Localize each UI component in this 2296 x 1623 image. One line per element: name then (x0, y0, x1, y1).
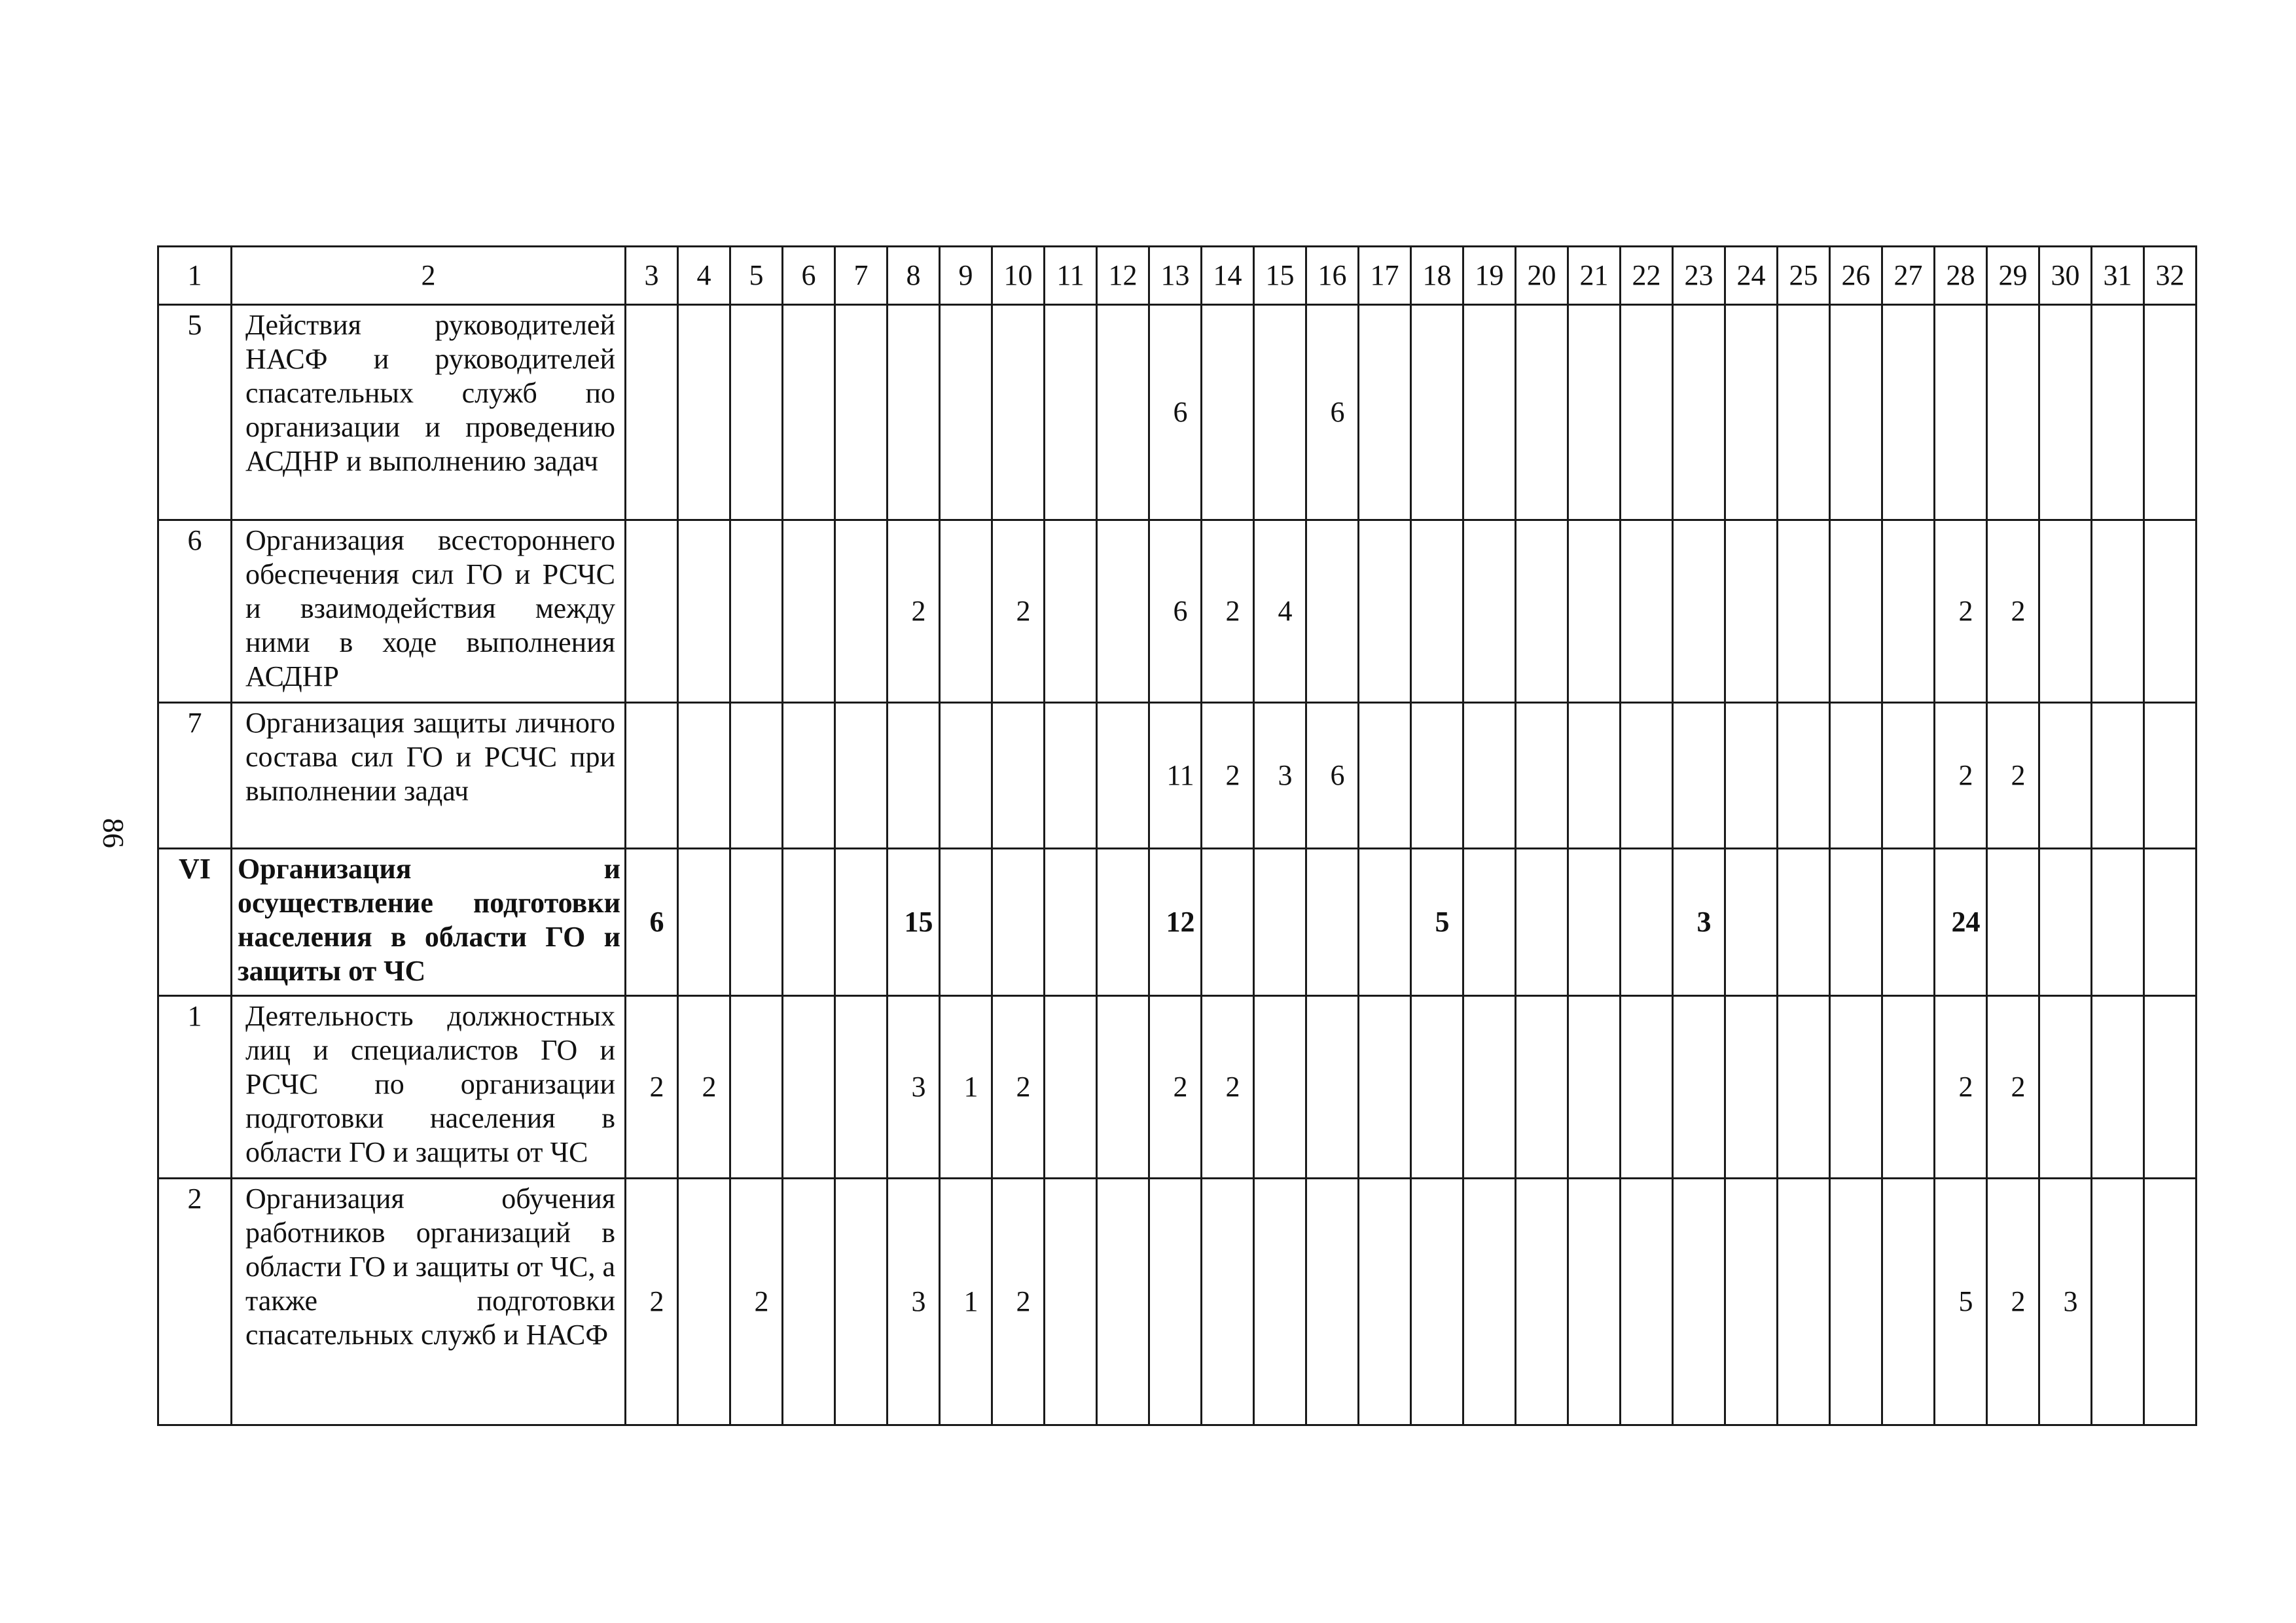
value-cell-col-7 (835, 305, 888, 520)
value-cell-col-21 (1568, 703, 1621, 849)
value-cell-col-25 (1778, 849, 1830, 996)
row-number-cell: 6 (158, 520, 232, 703)
value-cell-col-13: 6 (1149, 520, 1202, 703)
value-cell-col-4 (678, 849, 730, 996)
value-cell-col-31 (2092, 1179, 2144, 1425)
value-cell-col-26 (1830, 703, 1882, 849)
value-cell-col-5: 2 (730, 1179, 783, 1425)
value-cell-col-24 (1725, 703, 1778, 849)
value-cell-col-16 (1306, 849, 1359, 996)
value-cell-col-27 (1882, 305, 1935, 520)
value-cell-col-8: 3 (888, 1179, 940, 1425)
value-cell-col-19 (1463, 996, 1516, 1179)
value-cell-col-7 (835, 1179, 888, 1425)
value-cell-col-4 (678, 520, 730, 703)
value-cell-col-5 (730, 703, 783, 849)
value-cell-col-31 (2092, 703, 2144, 849)
value-cell-col-11 (1045, 520, 1097, 703)
value-cell-col-27 (1882, 703, 1935, 849)
value-cell-col-23 (1673, 1179, 1725, 1425)
value-cell-col-11 (1045, 305, 1097, 520)
value-cell-col-26 (1830, 849, 1882, 996)
header-cell-10: 10 (992, 247, 1045, 305)
value-cell-col-13 (1149, 1179, 1202, 1425)
value-cell-col-20 (1516, 703, 1568, 849)
header-cell-25: 25 (1778, 247, 1830, 305)
value-cell-col-32 (2144, 1179, 2197, 1425)
table-row (158, 305, 2197, 520)
value-cell-col-24 (1725, 996, 1778, 1179)
value-cell-col-10: 2 (992, 996, 1045, 1179)
value-cell-col-22 (1621, 703, 1673, 849)
value-cell-col-24 (1725, 1179, 1778, 1425)
header-cell-8: 8 (888, 247, 940, 305)
value-cell-col-9: 1 (940, 996, 992, 1179)
value-cell-col-24 (1725, 305, 1778, 520)
value-cell-col-19 (1463, 305, 1516, 520)
value-cell-col-20 (1516, 305, 1568, 520)
value-cell-col-17 (1359, 703, 1411, 849)
value-cell-col-11 (1045, 849, 1097, 996)
value-cell-col-9 (940, 703, 992, 849)
value-cell-col-14: 2 (1202, 520, 1254, 703)
value-cell-col-32 (2144, 996, 2197, 1179)
value-cell-col-15: 3 (1254, 703, 1306, 849)
value-cell-col-30 (2039, 849, 2092, 996)
row-title-cell: Организация защиты личного состава сил ГО и РСЧС при выполнении задач (232, 703, 626, 849)
value-cell-col-10: 2 (992, 1179, 1045, 1425)
value-cell-col-15 (1254, 996, 1306, 1179)
value-cell-col-20 (1516, 849, 1568, 996)
value-cell-col-31 (2092, 849, 2144, 996)
value-cell-col-16: 6 (1306, 305, 1359, 520)
value-cell-col-20 (1516, 520, 1568, 703)
value-cell-col-26 (1830, 305, 1882, 520)
row-number-cell: VI (158, 849, 232, 996)
header-cell-31: 31 (2092, 247, 2144, 305)
header-cell-6: 6 (783, 247, 835, 305)
value-cell-col-6 (783, 703, 835, 849)
value-cell-col-25 (1778, 520, 1830, 703)
value-cell-col-28: 5 (1935, 1179, 1987, 1425)
value-cell-col-25 (1778, 703, 1830, 849)
value-cell-col-14: 2 (1202, 703, 1254, 849)
value-cell-col-20 (1516, 1179, 1568, 1425)
header-cell-26: 26 (1830, 247, 1882, 305)
value-cell-col-18 (1411, 520, 1463, 703)
value-cell-col-24 (1725, 849, 1778, 996)
header-cell-22: 22 (1621, 247, 1673, 305)
value-cell-col-23 (1673, 520, 1725, 703)
value-cell-col-29: 2 (1987, 996, 2039, 1179)
value-cell-col-18 (1411, 1179, 1463, 1425)
value-cell-col-22 (1621, 996, 1673, 1179)
value-cell-col-19 (1463, 1179, 1516, 1425)
value-cell-col-9 (940, 520, 992, 703)
value-cell-col-25 (1778, 305, 1830, 520)
value-cell-col-12 (1097, 849, 1149, 996)
value-cell-col-28: 24 (1935, 849, 1987, 996)
value-cell-col-29: 2 (1987, 520, 2039, 703)
header-cell-number: 1 (158, 247, 232, 305)
value-cell-col-11 (1045, 996, 1097, 1179)
value-cell-col-3 (626, 305, 678, 520)
value-cell-col-12 (1097, 520, 1149, 703)
value-cell-col-32 (2144, 305, 2197, 520)
value-cell-col-22 (1621, 1179, 1673, 1425)
header-cell-19: 19 (1463, 247, 1516, 305)
value-cell-col-6 (783, 849, 835, 996)
value-cell-col-6 (783, 305, 835, 520)
header-cell-9: 9 (940, 247, 992, 305)
value-cell-col-5 (730, 520, 783, 703)
value-cell-col-10 (992, 849, 1045, 996)
value-cell-col-32 (2144, 520, 2197, 703)
value-cell-col-28: 2 (1935, 703, 1987, 849)
row-number-cell: 7 (158, 703, 232, 849)
header-cell-20: 20 (1516, 247, 1568, 305)
row-number-cell: 2 (158, 1179, 232, 1425)
value-cell-col-6 (783, 1179, 835, 1425)
table-row (158, 520, 2197, 703)
value-cell-col-13: 6 (1149, 305, 1202, 520)
value-cell-col-16 (1306, 1179, 1359, 1425)
row-title-cell: Действия руководителей НАСФ и руководителей спасательных служб по организации и проведению АСДНР и выполнению задач (232, 305, 626, 520)
value-cell-col-26 (1830, 996, 1882, 1179)
header-cell-14: 14 (1202, 247, 1254, 305)
value-cell-col-32 (2144, 849, 2197, 996)
value-cell-col-27 (1882, 1179, 1935, 1425)
header-cell-3: 3 (626, 247, 678, 305)
value-cell-col-14 (1202, 1179, 1254, 1425)
value-cell-col-25 (1778, 1179, 1830, 1425)
header-cell-12: 12 (1097, 247, 1149, 305)
value-cell-col-21 (1568, 305, 1621, 520)
value-cell-col-29: 2 (1987, 1179, 2039, 1425)
value-cell-col-26 (1830, 1179, 1882, 1425)
table-row (158, 1179, 2197, 1425)
value-cell-col-21 (1568, 849, 1621, 996)
value-cell-col-30: 3 (2039, 1179, 2092, 1425)
row-title-cell: Организация обучения работников организаций в области ГО и защиты от ЧС, а также подготовки спасательных служб и НАСФ (232, 1179, 626, 1425)
value-cell-col-29 (1987, 305, 2039, 520)
value-cell-col-31 (2092, 996, 2144, 1179)
header-cell-15: 15 (1254, 247, 1306, 305)
value-cell-col-10: 2 (992, 520, 1045, 703)
header-cell-21: 21 (1568, 247, 1621, 305)
value-cell-col-18: 5 (1411, 849, 1463, 996)
value-cell-col-22 (1621, 520, 1673, 703)
value-cell-col-30 (2039, 703, 2092, 849)
page-number: 86 (97, 818, 130, 848)
value-cell-col-10 (992, 703, 1045, 849)
value-cell-col-3 (626, 703, 678, 849)
value-cell-col-6 (783, 520, 835, 703)
header-cell-11: 11 (1045, 247, 1097, 305)
value-cell-col-13: 12 (1149, 849, 1202, 996)
header-cell-5: 5 (730, 247, 783, 305)
value-cell-col-14 (1202, 305, 1254, 520)
table-row (158, 996, 2197, 1179)
value-cell-col-3: 2 (626, 1179, 678, 1425)
value-cell-col-28: 2 (1935, 996, 1987, 1179)
value-cell-col-11 (1045, 1179, 1097, 1425)
value-cell-col-21 (1568, 1179, 1621, 1425)
value-cell-col-9: 1 (940, 1179, 992, 1425)
header-cell-27: 27 (1882, 247, 1935, 305)
value-cell-col-17 (1359, 305, 1411, 520)
header-cell-29: 29 (1987, 247, 2039, 305)
value-cell-col-23 (1673, 703, 1725, 849)
value-cell-col-4 (678, 1179, 730, 1425)
header-cell-13: 13 (1149, 247, 1202, 305)
value-cell-col-10 (992, 305, 1045, 520)
value-cell-col-7 (835, 520, 888, 703)
table-row (158, 703, 2197, 849)
value-cell-col-8 (888, 305, 940, 520)
value-cell-col-3: 2 (626, 996, 678, 1179)
value-cell-col-15 (1254, 1179, 1306, 1425)
value-cell-col-26 (1830, 520, 1882, 703)
value-cell-col-28: 2 (1935, 520, 1987, 703)
value-cell-col-3 (626, 520, 678, 703)
value-cell-col-17 (1359, 996, 1411, 1179)
value-cell-col-18 (1411, 305, 1463, 520)
value-cell-col-27 (1882, 996, 1935, 1179)
value-cell-col-23: 3 (1673, 849, 1725, 996)
value-cell-col-19 (1463, 703, 1516, 849)
value-cell-col-16 (1306, 520, 1359, 703)
value-cell-col-12 (1097, 305, 1149, 520)
value-cell-col-17 (1359, 849, 1411, 996)
value-cell-col-18 (1411, 703, 1463, 849)
value-cell-col-14 (1202, 849, 1254, 996)
value-cell-col-21 (1568, 520, 1621, 703)
value-cell-col-5 (730, 305, 783, 520)
value-cell-col-8: 3 (888, 996, 940, 1179)
value-cell-col-17 (1359, 520, 1411, 703)
value-cell-col-21 (1568, 996, 1621, 1179)
value-cell-col-12 (1097, 1179, 1149, 1425)
header-cell-4: 4 (678, 247, 730, 305)
row-title-cell: Деятельность должностных лиц и специалистов ГО и РСЧС по организации подготовки населения в области ГО и защиты от ЧС (232, 996, 626, 1179)
value-cell-col-9 (940, 305, 992, 520)
header-cell-7: 7 (835, 247, 888, 305)
row-title-cell: Организация всестороннего обеспечения сил ГО и РСЧС и взаимодействия между ними в ходе выполнения АСДНР (232, 520, 626, 703)
value-cell-col-9 (940, 849, 992, 996)
value-cell-col-20 (1516, 996, 1568, 1179)
value-cell-col-7 (835, 703, 888, 849)
value-cell-col-11 (1045, 703, 1097, 849)
value-cell-col-6 (783, 996, 835, 1179)
value-cell-col-4 (678, 305, 730, 520)
value-cell-col-8 (888, 703, 940, 849)
header-cell-17: 17 (1359, 247, 1411, 305)
table-header-row (158, 247, 2197, 305)
value-cell-col-27 (1882, 520, 1935, 703)
value-cell-col-28 (1935, 305, 1987, 520)
value-cell-col-31 (2092, 305, 2144, 520)
value-cell-col-19 (1463, 520, 1516, 703)
header-cell-32: 32 (2144, 247, 2197, 305)
row-number-cell: 1 (158, 996, 232, 1179)
value-cell-col-7 (835, 996, 888, 1179)
value-cell-col-22 (1621, 849, 1673, 996)
value-cell-col-22 (1621, 305, 1673, 520)
value-cell-col-17 (1359, 1179, 1411, 1425)
value-cell-col-15: 4 (1254, 520, 1306, 703)
value-cell-col-13: 11 (1149, 703, 1202, 849)
value-cell-col-8: 15 (888, 849, 940, 996)
value-cell-col-12 (1097, 703, 1149, 849)
table-body (158, 305, 2197, 1425)
value-cell-col-23 (1673, 996, 1725, 1179)
value-cell-col-25 (1778, 996, 1830, 1179)
value-cell-col-32 (2144, 703, 2197, 849)
value-cell-col-23 (1673, 305, 1725, 520)
value-cell-col-31 (2092, 520, 2144, 703)
value-cell-col-27 (1882, 849, 1935, 996)
value-cell-col-15 (1254, 849, 1306, 996)
value-cell-col-29 (1987, 849, 2039, 996)
value-cell-col-5 (730, 849, 783, 996)
value-cell-col-12 (1097, 996, 1149, 1179)
row-number-cell: 5 (158, 305, 232, 520)
value-cell-col-30 (2039, 996, 2092, 1179)
value-cell-col-16 (1306, 996, 1359, 1179)
header-cell-30: 30 (2039, 247, 2092, 305)
value-cell-col-19 (1463, 849, 1516, 996)
value-cell-col-4: 2 (678, 996, 730, 1179)
value-cell-col-13: 2 (1149, 996, 1202, 1179)
header-cell-28: 28 (1935, 247, 1987, 305)
training-schedule-table (157, 245, 2197, 1426)
value-cell-col-4 (678, 703, 730, 849)
value-cell-col-15 (1254, 305, 1306, 520)
value-cell-col-3: 6 (626, 849, 678, 996)
value-cell-col-30 (2039, 520, 2092, 703)
value-cell-col-14: 2 (1202, 996, 1254, 1179)
header-cell-18: 18 (1411, 247, 1463, 305)
header-cell-16: 16 (1306, 247, 1359, 305)
value-cell-col-16: 6 (1306, 703, 1359, 849)
value-cell-col-18 (1411, 996, 1463, 1179)
row-title-cell: Организация и осуществление подготовки населения в области ГО и защиты от ЧС (232, 849, 626, 996)
value-cell-col-30 (2039, 305, 2092, 520)
value-cell-col-7 (835, 849, 888, 996)
header-cell-24: 24 (1725, 247, 1778, 305)
header-cell-name: 2 (232, 247, 626, 305)
section-row (158, 849, 2197, 996)
value-cell-col-29: 2 (1987, 703, 2039, 849)
header-cell-23: 23 (1673, 247, 1725, 305)
value-cell-col-8: 2 (888, 520, 940, 703)
value-cell-col-24 (1725, 520, 1778, 703)
value-cell-col-5 (730, 996, 783, 1179)
